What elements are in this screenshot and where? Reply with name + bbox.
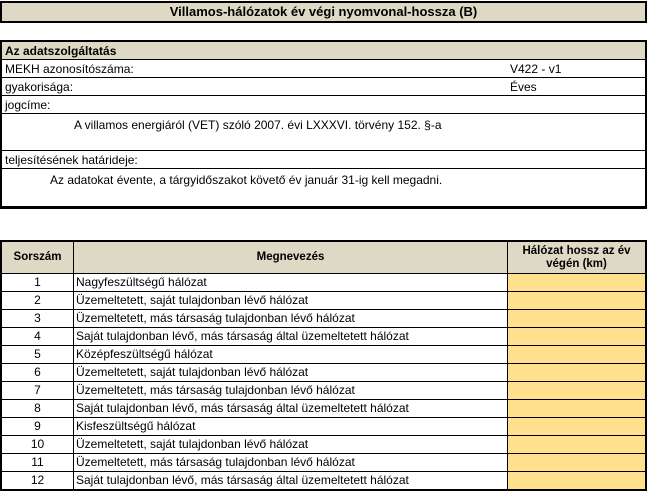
row-number: 11 <box>1 454 74 472</box>
info-section <box>0 40 647 209</box>
freq-label: gyakorisága: <box>5 80 74 94</box>
table-row <box>1 364 646 382</box>
row-name: Üzemeltetett, más társaság tulajdonban lévő hálózat <box>74 382 508 400</box>
table-row <box>1 310 646 328</box>
row-name: Üzemeltetett, más társaság tulajdonban lévő hálózat <box>74 454 508 472</box>
row-number: 10 <box>1 436 74 454</box>
length-input[interactable] <box>508 310 647 328</box>
deadline-text: Az adatokat évente, a tárgyidőszakot követő év január 31-ig kell megadni. <box>50 173 443 187</box>
col-header-length: Hálózat hossz az év végén (km) <box>508 241 647 274</box>
col-header-name: Megnevezés <box>74 241 508 274</box>
length-input[interactable] <box>508 364 647 382</box>
mekh-row <box>2 60 645 78</box>
row-name: Kisfeszültségű hálózat <box>74 418 508 436</box>
row-number: 12 <box>1 472 74 491</box>
freq-value: Éves <box>510 80 537 94</box>
row-name: Saját tulajdonban lévő, más társaság által üzemeltetett hálózat <box>74 400 508 418</box>
row-number: 3 <box>1 310 74 328</box>
table-row <box>1 472 646 491</box>
row-number: 8 <box>1 400 74 418</box>
mekh-label: MEKH azonosítószáma: <box>5 62 134 76</box>
col-header-number: Sorszám <box>1 241 74 274</box>
table-row <box>1 418 646 436</box>
table-row <box>1 346 646 364</box>
table-row <box>1 382 646 400</box>
row-number: 6 <box>1 364 74 382</box>
row-name: Üzemeltetett, saját tulajdonban lévő hálózat <box>74 292 508 310</box>
info-header: Az adatszolgáltatás <box>2 42 645 60</box>
length-input[interactable] <box>508 328 647 346</box>
row-number: 1 <box>1 274 74 292</box>
deadline-label: teljesítésének határideje: <box>2 151 645 169</box>
length-input[interactable] <box>508 436 647 454</box>
length-input[interactable] <box>508 346 647 364</box>
row-name: Üzemeltetett, saját tulajdonban lévő hálózat <box>74 364 508 382</box>
length-input[interactable] <box>508 454 647 472</box>
freq-row <box>2 78 645 96</box>
legal-row <box>2 114 645 151</box>
table-row <box>1 292 646 310</box>
row-name: Középfeszültségű hálózat <box>74 346 508 364</box>
row-name: Saját tulajdonban lévő, más társaság által üzemeltetett hálózat <box>74 328 508 346</box>
row-number: 7 <box>1 382 74 400</box>
row-name: Üzemeltetett, más társaság tulajdonban lévő hálózat <box>74 310 508 328</box>
legal-label: jogcíme: <box>2 96 645 114</box>
row-number: 5 <box>1 346 74 364</box>
row-number: 2 <box>1 292 74 310</box>
legal-text: A villamos energiáról (VET) szóló 2007. évi LXXXVI. törvény 152. §-a <box>74 118 442 132</box>
length-input[interactable] <box>508 382 647 400</box>
length-input[interactable] <box>508 418 647 436</box>
length-input[interactable] <box>508 292 647 310</box>
table-row <box>1 274 646 292</box>
row-number: 9 <box>1 418 74 436</box>
table-row <box>1 400 646 418</box>
page-title: Villamos-hálózatok év végi nyomvonal-hossza (B) <box>0 1 647 23</box>
table-row <box>1 454 646 472</box>
length-input[interactable] <box>508 274 647 292</box>
row-number: 4 <box>1 328 74 346</box>
row-name: Nagyfeszültségű hálózat <box>74 274 508 292</box>
network-length-table <box>0 240 647 491</box>
length-input[interactable] <box>508 472 647 491</box>
row-name: Üzemeltetett, saját tulajdonban lévő hálózat <box>74 436 508 454</box>
table-row <box>1 436 646 454</box>
mekh-value: V422 - v1 <box>510 62 562 76</box>
row-name: Saját tulajdonban lévő, más társaság által üzemeltetett hálózat <box>74 472 508 491</box>
length-input[interactable] <box>508 400 647 418</box>
deadline-row <box>2 169 645 206</box>
table-row <box>1 328 646 346</box>
